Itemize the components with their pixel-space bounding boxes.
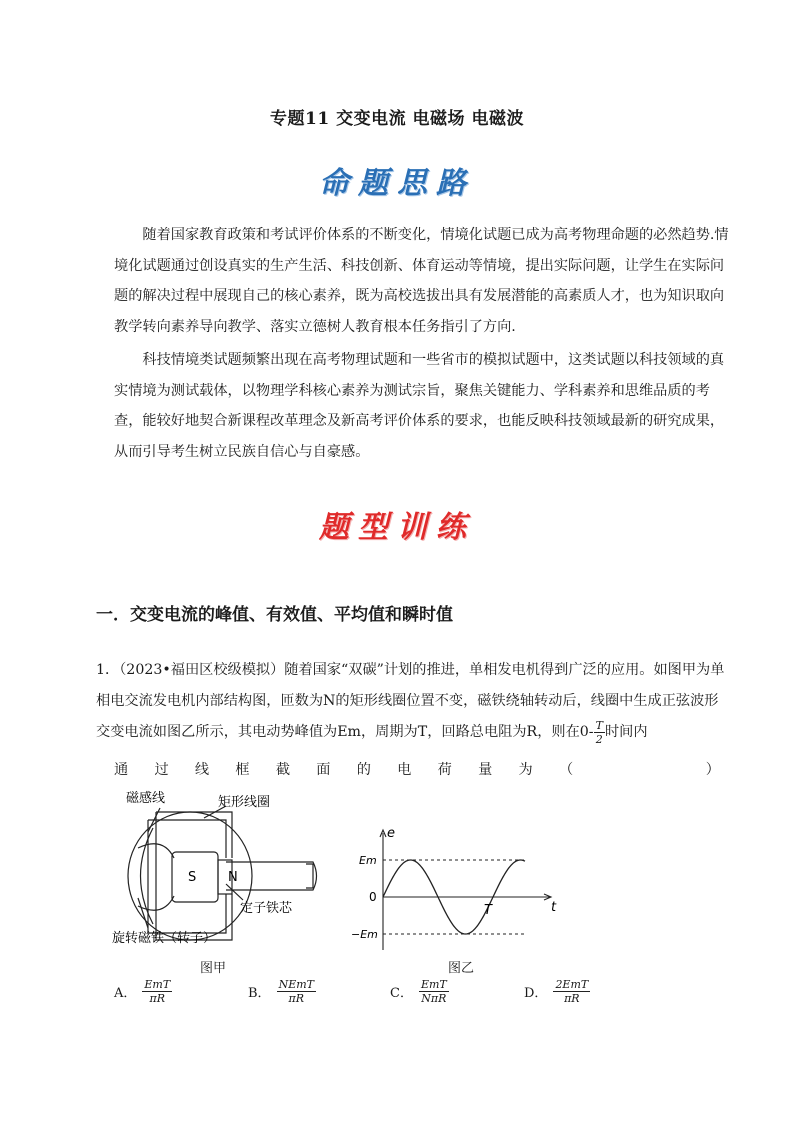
label-n-pole: N [228, 870, 238, 885]
question-1 [96, 655, 726, 748]
x-tick-period: T [484, 903, 492, 918]
label-stator: 定子铁芯 [240, 901, 293, 916]
banner-question-training: 题型训练 [319, 510, 475, 545]
question-text-tail: 时间内 [604, 724, 648, 740]
intro-paragraph-2: 科技情境类试题频繁出现在高考物理试题和一些省市的模拟试题中，这类试题以科技领域的真实情境为测试载体，以物理学科核心素养为测试宗旨，聚焦关键能力、学科素养和思维品质的考查，能较好地契合新课程改革理念及新高考评价体系的要求，也能反映科技领域最新的研究成果，从而引导考生树立民族自信心与自豪感。 [114, 352, 725, 460]
fraction-t-over-2: $\frac{T}{2}$ [595, 718, 603, 746]
y-tick-neg-em: −Em [351, 928, 378, 941]
y-axis-label: e [387, 826, 395, 841]
option-b[interactable]: B． $\frac{\text{NEmT}}{\pi R}$ [248, 978, 314, 1005]
label-field-lines: 磁感线 [126, 791, 166, 806]
label-rotor: 旋转磁铁（转子） [112, 931, 217, 946]
page-title: 专题11 交变电流 电磁场 电磁波 [270, 109, 524, 129]
question-last-line: 通 过 线 框 截 面 的 电 荷 量 为 （ ） [114, 762, 720, 778]
intro-paragraph-1: 随着国家教育政策和考试评价体系的不断变化，情境化试题已成为高考物理命题的必然趋势.情境化试题通过创设真实的生产生活、科技创新、体育运动等情境，提出实际问题，让学生在实际问题的解决过程中展现自己的核心素养，既为高校选拔出具有发展潜能的高素质人才，也为知识取向教学转向素养导向教学、落实立德树人教育根本任务指引了方向. [114, 227, 729, 335]
option-a[interactable]: A． $\frac{\text{EmT}}{\pi R}$ [114, 978, 171, 1005]
question-number: 1． [96, 662, 120, 678]
label-s-pole: S [188, 870, 197, 885]
y-tick-zero: 0 [369, 890, 377, 904]
label-coil: 矩形线圈 [218, 795, 271, 810]
option-d[interactable]: D． $\frac{\text{2EmT}}{\pi R}$ [524, 978, 589, 1005]
figure2-caption: 图乙 [448, 961, 475, 976]
question-text: （2023•福田区校级模拟）随着国家“双碳”计划的推进，单相发电机得到广泛的应用。如图甲为单相电交流发电机内部结构图，匝数为N的矩形线圈位置不变，磁铁绕轴转动后，线圈中生成正弦波形交变电流如图乙所示，其电动势峰值为Em，周期为T，回路总电阻为R，则在0- [96, 662, 725, 740]
figure1-caption: 图甲 [200, 961, 227, 976]
figure-generator-diagram [108, 788, 338, 958]
x-axis-label: t [551, 900, 557, 915]
section-heading: 一．交变电流的峰值、有效值、平均值和瞬时值 [96, 605, 453, 625]
option-c[interactable]: C． $\frac{\text{EmT}}{\text{NπR}}$ [390, 978, 447, 1005]
answer-options [114, 978, 734, 1018]
banner-proposition-ideas: 命题思路 [319, 166, 475, 201]
y-tick-em: Em [359, 854, 377, 867]
figure-sine-wave [345, 825, 565, 955]
